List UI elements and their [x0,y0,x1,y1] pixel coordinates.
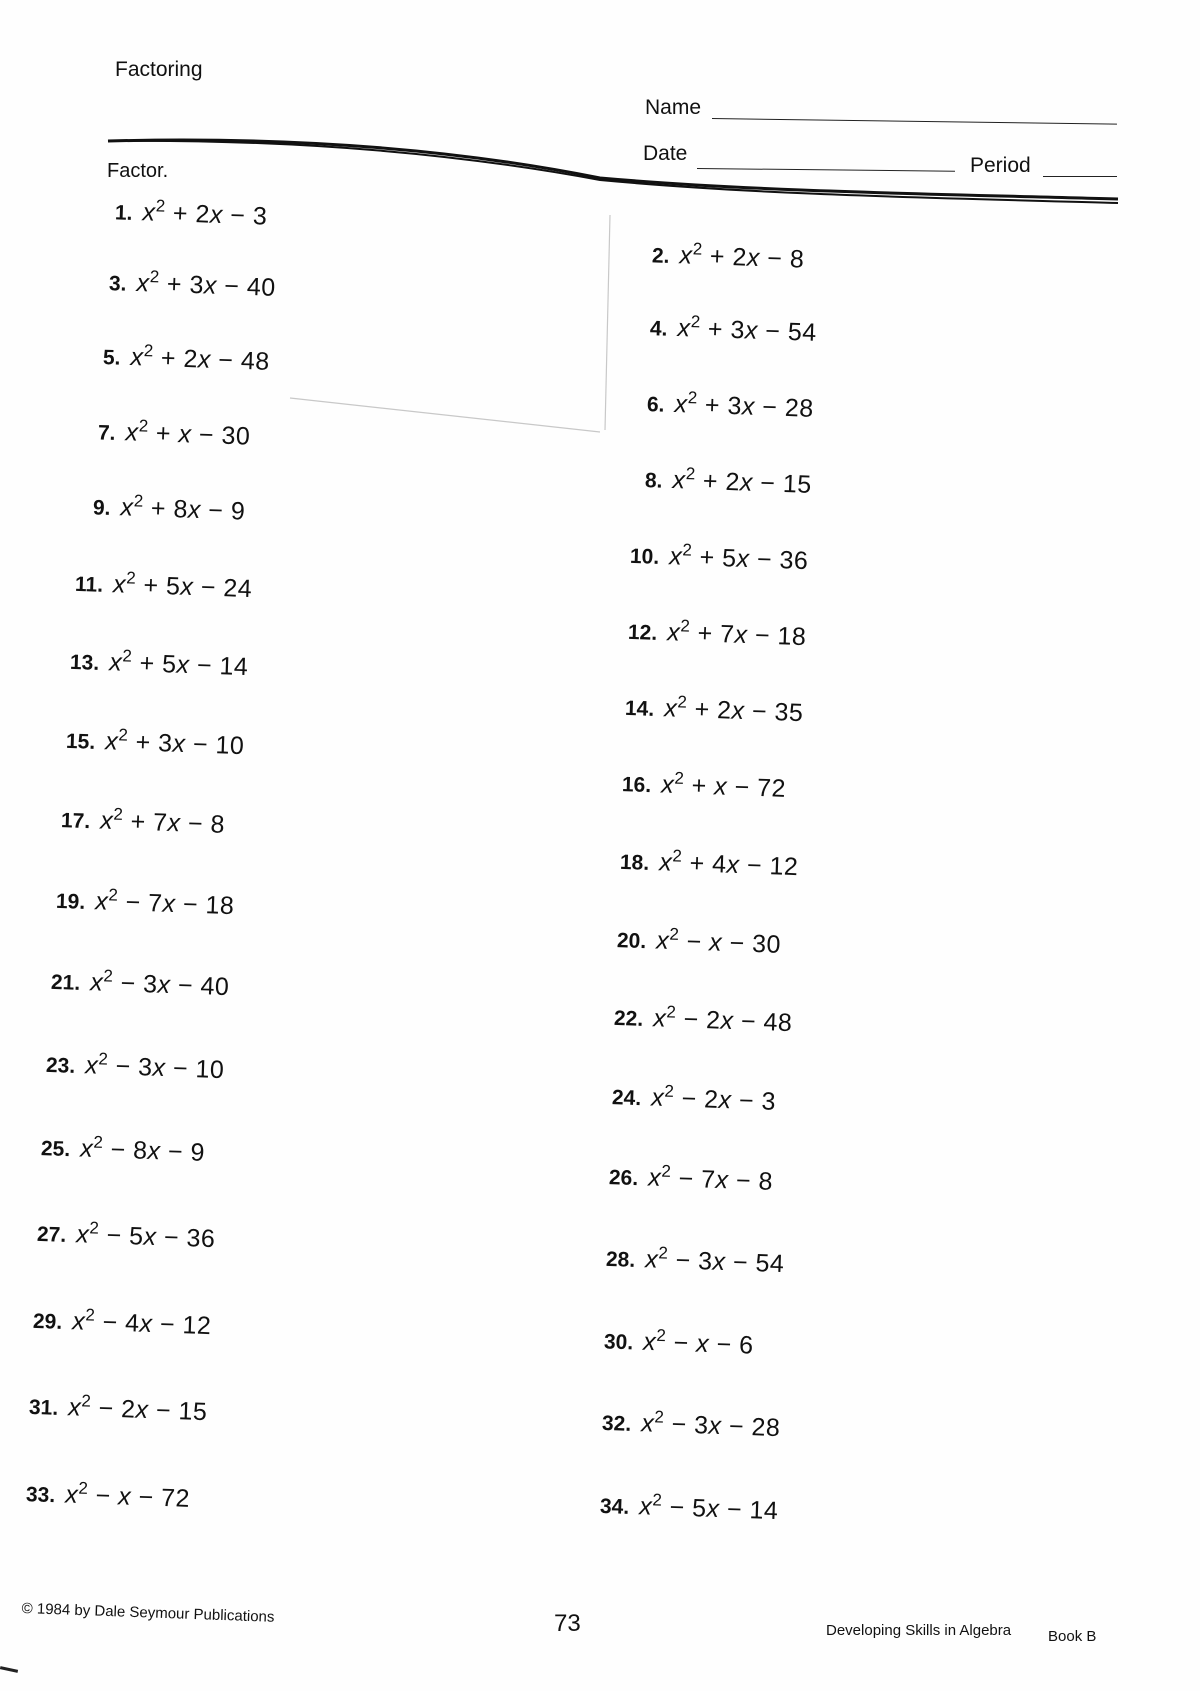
problem-item [628,615,807,653]
problem-number: 18. [619,851,650,876]
problem-item [609,1160,774,1197]
problem-item [606,1242,785,1280]
problem-number: 19. [55,890,86,915]
problem-number: 20. [616,929,647,954]
problem-item [114,195,267,232]
date-label: Date [643,142,688,165]
problem-expression: $x^2 + 2x - 48$ [130,341,271,377]
problem-expression: $x^2 - 4x - 12$ [71,1305,212,1341]
problem-item [75,567,253,604]
problem-item [41,1131,206,1168]
problem-number: 6. [646,393,665,418]
problem-item [26,1477,191,1514]
problem-item [33,1304,212,1342]
problem-expression: $x^2 - x - 72$ [64,1478,191,1514]
problem-item [645,463,813,500]
problem-item [37,1217,216,1255]
problem-number: 31. [28,1396,59,1421]
problem-item [614,1001,793,1039]
problem-number: 11. [74,573,104,598]
problem-number: 2. [651,244,670,269]
problem-number: 30. [603,1330,634,1355]
problem-expression: $x^2 + 2x - 3$ [142,196,268,231]
problem-number: 23. [45,1054,76,1079]
problem-item [92,490,245,527]
problem-number: 25. [40,1137,71,1162]
problem-expression: $x^2 + 3x - 54$ [677,312,818,348]
problem-number: 22. [613,1007,644,1032]
problem-expression: $x^2 + 5x - 14$ [108,646,249,682]
problem-item [97,415,250,452]
problem-item [603,1324,754,1361]
problem-number: 15. [65,730,96,755]
book-title: Developing Skills in Algebra [826,1622,1012,1639]
problem-item [61,803,226,840]
problem-number: 10. [629,545,660,570]
problem-item [600,1489,779,1527]
problem-expression: $x^2 - 8x - 9$ [79,1132,206,1168]
problem-number: 1. [114,201,133,226]
instruction-text: Factor. [107,160,169,182]
page-number: 73 [554,1610,581,1637]
problem-expression: $x^2 + x - 72$ [660,768,787,804]
problem-number: 26. [608,1166,639,1191]
problem-expression: $x^2 + 7x - 8$ [99,804,226,840]
problem-expression: $x^2 + 8x - 9$ [120,491,246,526]
problem-expression: $x^2 + 3x - 40$ [136,267,277,303]
problem-expression: $x^2 - 7x - 8$ [647,1161,774,1197]
period-label: Period [970,154,1031,177]
section-title: Factoring [115,58,203,81]
problem-number: 16. [621,773,652,798]
problem-item [602,1406,781,1444]
problem-expression: $x^2 - 5x - 36$ [75,1218,216,1254]
problem-expression: $x^2 - 3x - 40$ [89,966,230,1002]
problem-number: 13. [69,651,100,676]
problem-number: 17. [60,809,91,834]
problem-expression: $x^2 - 3x - 54$ [644,1243,785,1279]
problem-number: 7. [97,421,116,446]
problem-item [70,645,249,683]
problem-item [650,311,818,348]
problem-item [109,266,277,303]
problem-expression: $x^2 + x - 30$ [125,416,251,451]
problem-item [625,691,804,729]
problem-item [66,724,245,762]
problem-number: 29. [32,1310,63,1335]
problem-number: 4. [649,317,668,342]
problem-expression: $x^2 - 2x - 48$ [652,1002,793,1038]
problem-item [612,1080,777,1117]
problem-expression: $x^2 - 3x - 10$ [84,1049,225,1085]
problem-item [46,1048,225,1086]
problem-expression: $x^2 + 7x - 18$ [666,616,807,652]
problem-number: 12. [627,621,658,646]
problem-number: 9. [92,496,111,521]
copyright-notice: © 1984 by Dale Seymour Publications [21,1600,275,1626]
problem-number: 8. [644,469,663,494]
problem-item [617,923,782,960]
problem-expression: $x^2 - 3x - 28$ [640,1407,781,1443]
problem-item [29,1390,208,1428]
problem-number: 21. [50,971,81,996]
name-label: Name [645,96,702,119]
problem-item [622,767,787,804]
problem-expression: $x^2 + 3x - 28$ [674,388,815,424]
problem-expression: $x^2 - x - 30$ [655,924,782,960]
problem-item [651,238,804,275]
problem-number: 27. [36,1223,67,1248]
problem-expression: $x^2 - 2x - 15$ [67,1391,208,1427]
problem-number: 32. [601,1412,632,1437]
problem-item [103,340,271,377]
problem-item [630,539,809,577]
problem-number: 28. [605,1248,636,1273]
problem-item [647,387,815,424]
problem-number: 34. [599,1495,630,1520]
problem-expression: $x^2 + 3x - 10$ [104,725,245,761]
problem-number: 3. [108,272,127,297]
problem-expression: $x^2 - x - 6$ [642,1326,755,1360]
problem-expression: $x^2 + 2x - 15$ [672,464,813,500]
header-divider [0,0,1200,230]
problem-expression: $x^2 + 4x - 12$ [658,846,799,882]
problem-number: 33. [25,1483,56,1508]
problem-item [51,965,230,1003]
problem-item [620,845,799,883]
problem-expression: $x^2 + 2x - 8$ [679,239,805,274]
problem-number: 5. [102,346,121,371]
problem-expression: $x^2 + 2x - 35$ [663,692,804,728]
problem-item [56,884,235,922]
problem-expression: $x^2 - 2x - 3$ [650,1081,777,1117]
book-volume: Book B [1048,1628,1097,1645]
problem-expression: $x^2 - 7x - 18$ [94,885,235,921]
problem-number: 14. [624,697,655,722]
problem-expression: $x^2 + 5x - 36$ [668,540,809,576]
problem-expression: $x^2 - 5x - 14$ [638,1490,779,1526]
problem-expression: $x^2 + 5x - 24$ [112,568,253,604]
problem-number: 24. [611,1086,642,1111]
